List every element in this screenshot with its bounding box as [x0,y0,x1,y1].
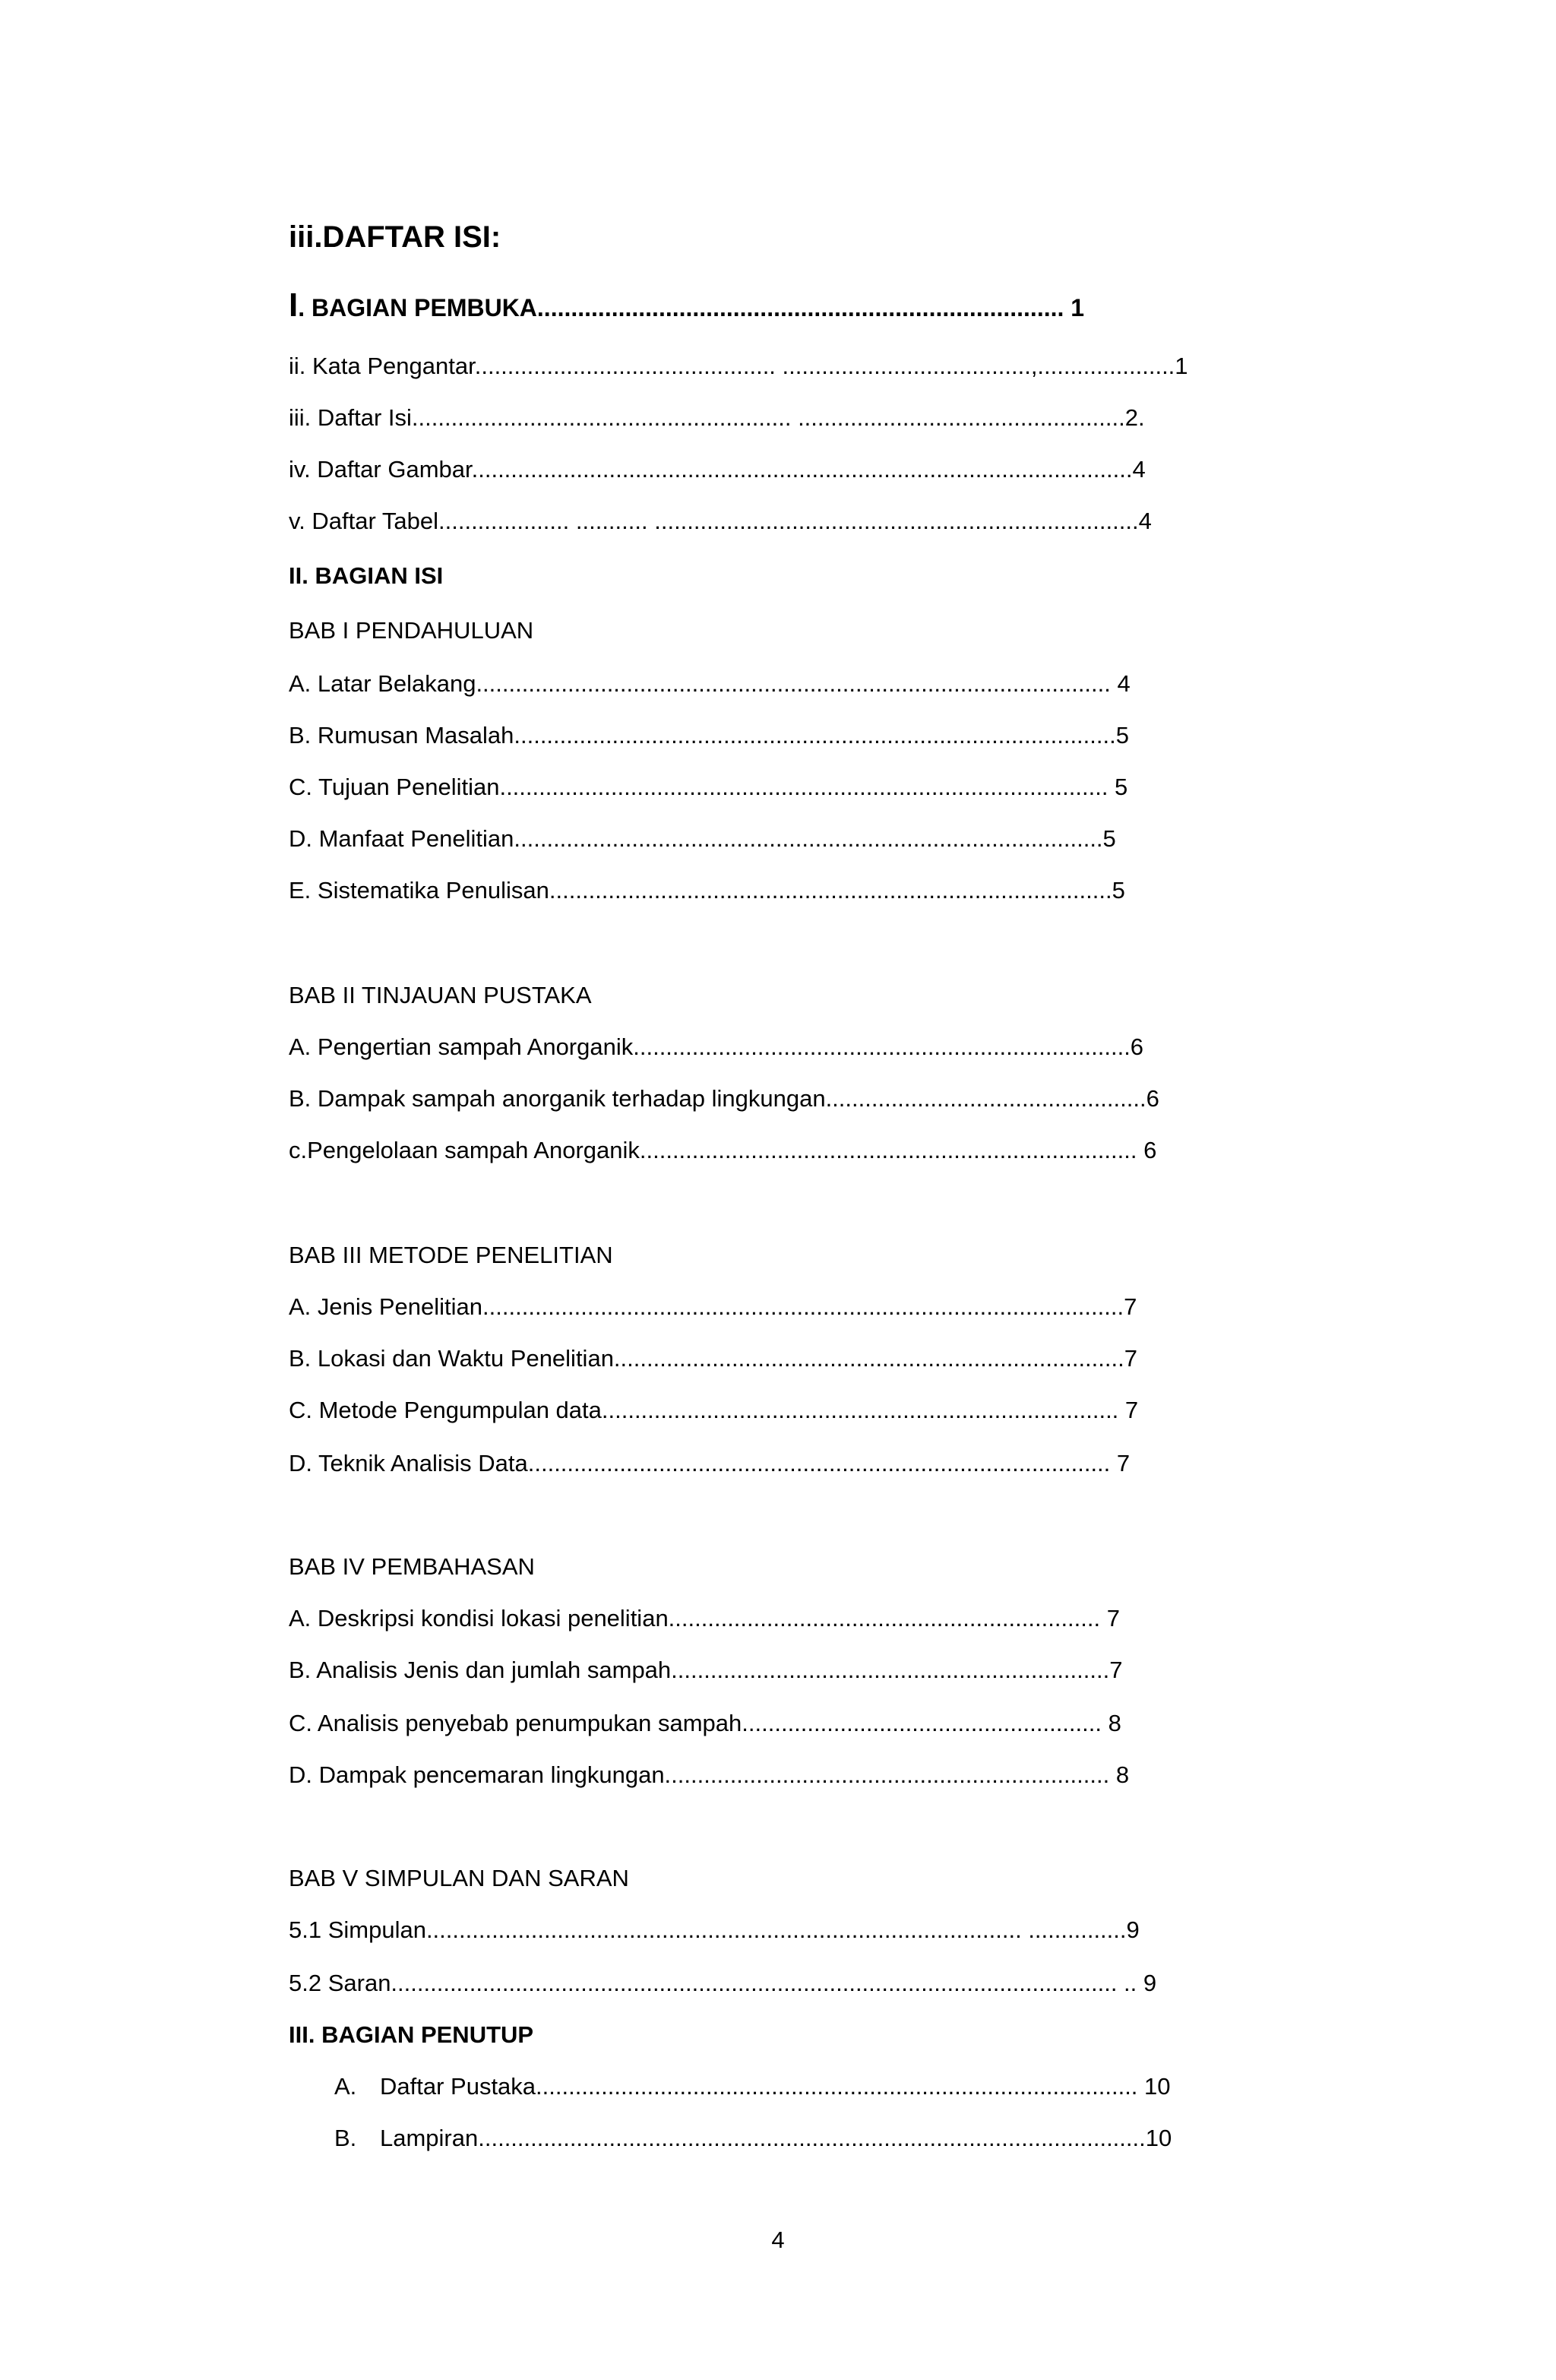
toc-entry: D. Dampak pencemaran lingkungan.................................................................... 8 [289,1761,1130,1788]
chapter-heading: BAB I PENDAHULUAN [289,617,534,644]
toc-entry-text: Daftar Pustaka............................................................................................ 10 [380,2073,1171,2100]
section-isi: II. BAGIAN ISI [289,562,444,589]
toc-entry: C. Analisis penyebab penumpukan sampah....................................................... 8 [289,1710,1121,1736]
chapter-heading: BAB II TINJAUAN PUSTAKA [289,982,592,1008]
toc-entry: iii. Daftar Isi.......................................................... ..................................................2. [289,404,1145,431]
toc-entry: C. Tujuan Penelitian............................................................................................. 5 [289,774,1128,800]
toc-entry: 5.1 Simpulan........................................................................................... ...............9 [289,1916,1140,1943]
list-marker: B. [334,2125,357,2151]
chapter-heading: BAB IV PEMBAHASAN [289,1553,535,1580]
section-pembuka-cap: I [289,286,299,324]
toc-entry: A. Jenis Penelitian..................................................................................................7 [289,1293,1137,1320]
toc-entry: c.Pengelolaan sampah Anorganik............................................................................ 6 [289,1137,1157,1163]
toc-entry: ii. Kata Pengantar.............................................. ......................................,.....................1 [289,353,1188,379]
page-number: 4 [771,2227,785,2253]
list-marker: A. [334,2073,357,2100]
toc-entry: A. Pengertian sampah Anorganik............................................................................6 [289,1033,1144,1060]
toc-entry: E. Sistematika Penulisan......................................................................................5 [289,877,1125,904]
section-pembuka-text: . BAGIAN PEMBUKA.............................................................................. 1 [298,294,1085,321]
toc-entry: B. Dampak sampah anorganik terhadap lingkungan.................................................6 [289,1085,1159,1112]
page-title: iii.DAFTAR ISI: [289,220,501,254]
toc-entry: v. Daftar Tabel.................... ........... ..........................................................................4 [289,508,1152,534]
chapter-heading: BAB V SIMPULAN DAN SARAN [289,1865,629,1891]
toc-entry: B. Analisis Jenis dan jumlah sampah...................................................................7 [289,1657,1123,1683]
toc-entry-text: Lampiran......................................................................................................10 [380,2125,1172,2151]
section-pembuka [289,286,1085,324]
toc-entry [334,2123,1172,2154]
toc-entry: D. Manfaat Penelitian..........................................................................................5 [289,825,1116,852]
toc-entry: 5.2 Saran............................................................................................................... .. 9 [289,1970,1157,1996]
toc-entry: A. Latar Belakang................................................................................................. 4 [289,670,1131,697]
toc-entry: C. Metode Pengumpulan data............................................................................... 7 [289,1397,1139,1423]
toc-entry: B. Lokasi dan Waktu Penelitian..............................................................................7 [289,1345,1137,1372]
toc-entry [334,2071,1171,2102]
toc-entry: A. Deskripsi kondisi lokasi penelitian.................................................................. 7 [289,1605,1120,1632]
toc-entry: B. Rumusan Masalah............................................................................................5 [289,722,1129,748]
toc-entry: D. Teknik Analisis Data......................................................................................... 7 [289,1450,1131,1476]
section-penutup: III. BAGIAN PENUTUP [289,2021,534,2048]
toc-entry: iv. Daftar Gambar.....................................................................................................4 [289,456,1146,483]
chapter-heading: BAB III METODE PENELITIAN [289,1242,613,1268]
